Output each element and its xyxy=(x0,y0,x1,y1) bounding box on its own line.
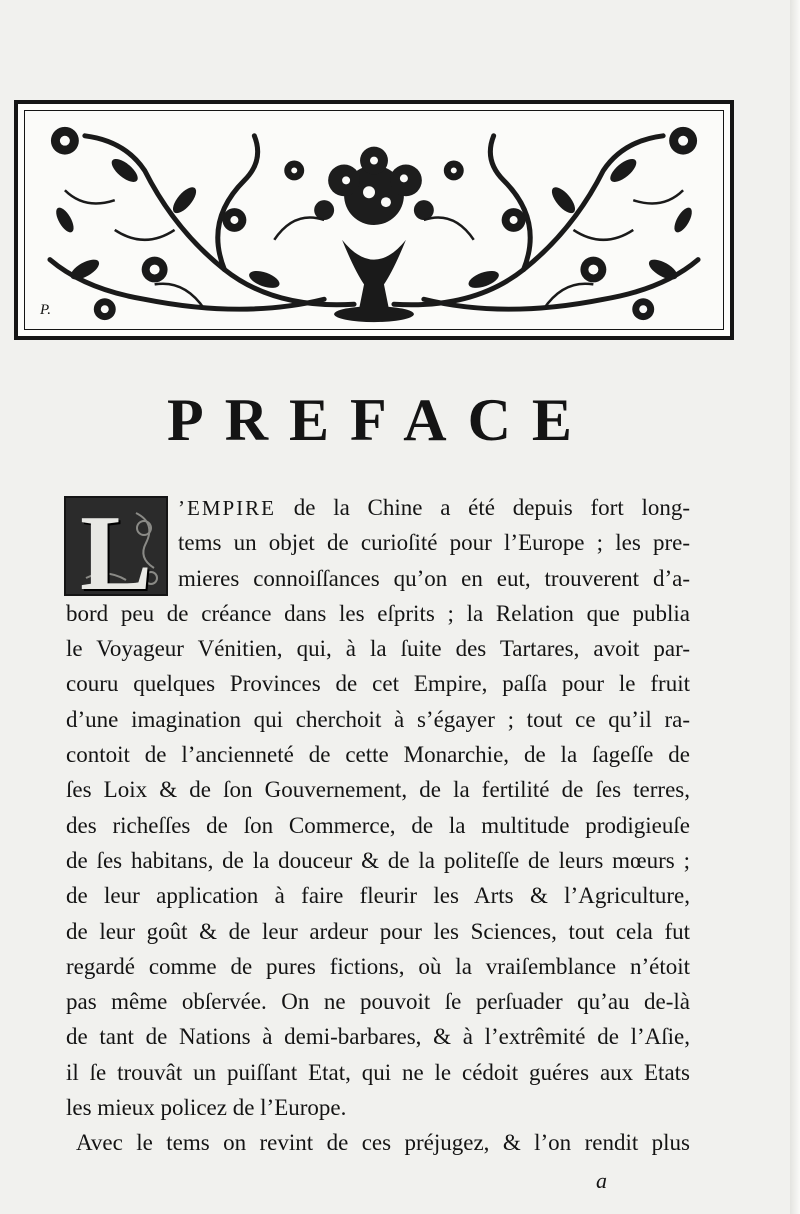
text-line: couru quelques Provinces de cet Empire, paſſa pour le fruit xyxy=(66,671,690,697)
text-line: les mieux policez de l’Europe. xyxy=(66,1095,347,1121)
text-line: d’une imagination qui cherchoit à s’égayer ; tout ce qu’il ra- xyxy=(66,706,690,732)
engraver-mark: P. xyxy=(40,302,51,318)
body-text xyxy=(66,490,690,1161)
text-line: ſes Loix & de ſon Gouvernement, de la fertilité de ſes terres, xyxy=(66,777,690,803)
text-line: de leur application à faire fleurir les Arts & l’Agriculture, xyxy=(66,883,690,909)
text-line: contoit de l’ancienneté de cette Monarchie, de la ſageſſe de xyxy=(66,742,690,768)
dropcap-letter: L xyxy=(79,496,153,596)
text-line: Avec le tems on revint de ces préjugez, & l’on rendit plus xyxy=(76,1130,690,1156)
text-line: bord peu de créance dans les eſprits ; la Relation que publia xyxy=(66,600,690,626)
text-line: de ſes habitans, de la douceur & de la politeſſe de leurs mœurs ; xyxy=(66,847,690,873)
text-line: pas même obſervée. On ne pouvoit ſe perſuader qu’au de-là xyxy=(66,989,690,1015)
text-line: de tant de Nations à demi-barbares, & à l’extrêmité de l’Aſie, xyxy=(66,1024,690,1050)
page-edge xyxy=(790,0,800,1214)
text-line: regardé comme de pures fictions, où la vraiſemblance n’étoit xyxy=(66,953,690,979)
text-line: de leur goût & de leur ardeur pour les Sciences, tout cela fut xyxy=(66,918,690,944)
text-line: tems un objet de curioſité pour l’Europe ; les pre- xyxy=(178,530,690,556)
page-title: PREFACE xyxy=(167,387,593,453)
lead-word: ’EMPIRE xyxy=(178,496,276,520)
text-line: le Voyageur Vénitien, qui, à la ſuite des Tartares, avoit par- xyxy=(66,636,690,662)
text-line: mieres connoiſſances qu’on en eut, trouverent d’a- xyxy=(178,565,690,591)
text-line: il ſe trouvât un puiſſant Etat, qui ne le cédoit guéres aux Etats xyxy=(66,1059,690,1085)
headpiece-ornament xyxy=(14,100,734,340)
signature-mark: a xyxy=(596,1168,607,1193)
floral-headpiece-icon xyxy=(25,111,723,329)
text-line: des richeſſes de ſon Commerce, de la multitude prodigieuſe xyxy=(66,812,690,838)
text-line: ’EMPIRE de la Chine a été depuis fort long- xyxy=(178,495,691,520)
